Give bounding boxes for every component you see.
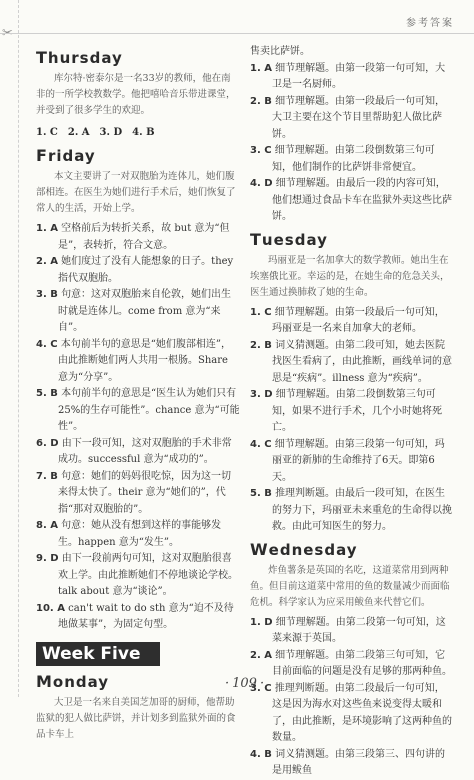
page-number: · 109 · [222,676,267,691]
answer-item: 4. C 细节理解题。由第三段第一句可知，玛丽亚的新肺的生命维持了6天。即第6天。 [250,438,445,483]
monday-intro: 大卫是一名来自美国芝加哥的厨师，他帮助监狱的犯人做比萨饼，并计划多到监狱外面的食品卡车上 [36,696,236,740]
answer-item: 9. D 由下一段前两句可知，这对双胞胎很喜欢上学。由此推断她们不停地谈论学校。talk about 意为“谈论”。 [36,553,238,597]
section-title-wednesday: Wednesday [250,539,358,559]
answer-item: 3. C 细节理解题。由第二段倒数第三句可知，他们制作的比萨饼非常便宜。 [250,145,435,173]
answer-item: 1. D 细节理解题。由第二段第一句可知，这菜来源于英国。 [250,616,446,644]
monday-intro-continued: 售卖比萨饼。 [250,46,310,57]
answer-item: 5. B 推理判断题。由最后一段可知，在医生的努力下，玛丽亚未来重危的生命得以挽救。由此可知医生的努力。 [250,488,452,532]
answer-item: 2. A 她们度过了没有人能想象的日子。they 指代双胞胎。 [36,256,234,284]
binding-margin [0,0,19,697]
section-title-tuesday: Tuesday [250,229,328,249]
answer-item: 4. C 本句前半句的意思是“她们腹部相连”，由此推断她们两人共用一根肠。Share 意为“分享”。 [36,338,231,383]
friday-intro: 本文主要讲了一对双胞胎为连体儿，她们腹部相连。在医生为她们进行手术后，她们恢复了常人的生活，开始上学。 [36,171,236,214]
answer-item: 4. B 词义猜测题。由第三段第三、四句讲的是用鲅鱼 [250,748,446,776]
header-title: 参考答案 [406,18,454,29]
answer-item: 10. A can't wait to do sth 意为“迫不及待地做某事”，为固定句型。 [36,602,234,630]
section-title-friday: Friday [36,146,96,165]
left-column [36,44,240,747]
thursday-intro: 库尔特·密泰尔是一名33岁的教师，他在南非的一所学校教数学。他把嘻哈音乐带进课堂，并受到了很多学生的欢迎。 [36,73,236,116]
section-title-thursday: Thursday [36,48,123,67]
section-title-monday: Monday [36,671,110,691]
answer-item: 3. B 句意：这对双胞胎来自伦敦，她们出生时就是连体儿。come from 意为“来自”。 [36,289,232,333]
answer-item: 7. B 句意：她们的妈妈很吃惊，因为这一切来得太快了。their 意为“她们的”，代指“那对双胞胎的”。 [36,470,232,515]
answer-item: 4. D 细节理解题。由最后一段的内容可知，他们想通过食品卡车在监狱外卖这些比萨饼。 [250,178,452,222]
thursday-answers: 1. C 2. A 3. D 4. B [36,127,155,138]
answer-item: 5. B 本句前半句的意思是“医生认为她们只有25%的生存可能性”。chance 意为“可能性”。 [36,388,240,432]
answer-item: 1. A 空格前后为转折关系，故 but 意为“但是”，表转折，符合文意。 [36,223,230,251]
week-banner: Week Five [36,642,160,666]
answer-item: 8. A 句意：她从没有想到这样的事能够发生。happen 意为“发生”。 [36,520,222,548]
header-divider [0,33,474,34]
answer-item: 2. A 细节理解题。由第二段第三句可知，它目前面临的问题是没有足够的那两种鱼。 [250,649,452,677]
answer-item: 2. B 细节理解题。由第一段最后一句可知，大卫主要在这个节目里帮助犯人做比萨饼。 [250,95,446,140]
answer-item: 3. D 细节理解题。由第二段倒数第三句可知，如果不进行手术，几个小时她将死亡。 [250,389,442,433]
answer-item: 1. A 细节理解题。由第一段第一句可知，大卫是一名厨师。 [250,62,446,90]
right-column [250,44,454,780]
wednesday-intro: 炸鱼薯条是英国的名吃，这道菜常用到两种鱼。但目前这道菜中常用的鱼的数量减少而面临危机。科学家认为应采用鲅鱼来代替它们。 [250,564,450,608]
answer-item: 1. C 细节理解题。由第一段最后一句可知，玛丽亚是一名来自加拿大的老师。 [250,306,445,334]
answer-item: 3. C 推理判断题。由第二段最后一句可知，这是因为海水对这些鱼来说变得太暖和了，由此推断，是环境影响了这两种鱼的数量。 [250,682,452,743]
answer-item: 2. B 词义猜测题。由第二段可知，她去医院找医生看病了，由此推断，画线单词的意思是“疾病”。illness 意为“疾病”。 [250,339,452,384]
answer-item: 6. D 由下一段可知，这对双胞胎的手术非常成功。successful 意为“成功的”。 [36,437,232,465]
tuesday-intro: 玛丽亚是一名加拿大的数学教师。她出生在埃塞俄比亚。幸运的是，在她生命的危急关头，医生通过换肺救了她的生命。 [250,254,450,298]
